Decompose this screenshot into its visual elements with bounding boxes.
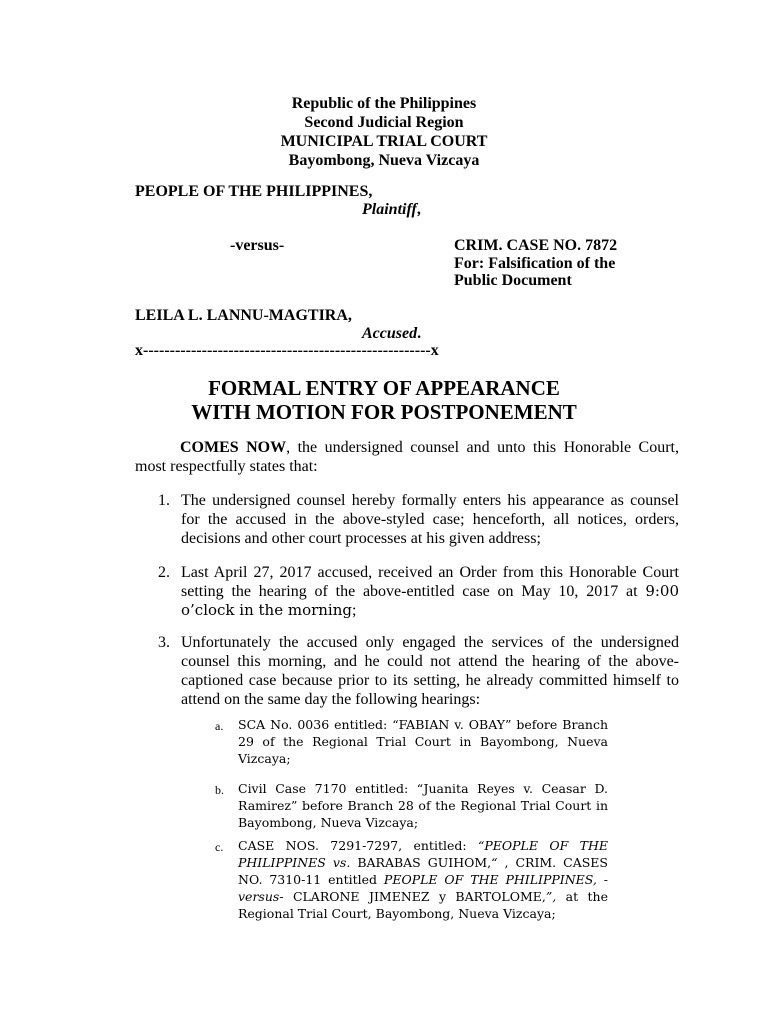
item-2-end: ;	[352, 602, 357, 619]
subitem-c-italic1: “PEOPLE OF THE PHILIPPINES vs.	[238, 838, 609, 870]
case-for-line1: For: Falsification of the	[454, 255, 616, 272]
plaintiff-role: Plaintiff	[362, 201, 417, 218]
subitem-c-italic3: PEOPLE OF THE PHILIPPINES, -versus-	[238, 872, 608, 904]
intro-paragraph	[135, 438, 679, 476]
subitem-c-part5: at the Regional Trial Court, Bayombong, Nueva Vizcaya;	[238, 889, 608, 921]
accused-role-line: Accused.	[362, 325, 422, 342]
case-for-line2: Public Document	[454, 272, 572, 289]
caption-separator: x------------------------------------------------------x	[135, 342, 439, 359]
accused-name: LEILA L. LANNU-MAGTIRA,	[135, 307, 352, 324]
plaintiff-role-line: Plaintiff,	[362, 201, 421, 218]
subitem-c-part3: , CRIM. CASES NO. 7310-11 entitled	[238, 855, 608, 887]
header-location: Bayombong, Nueva Vizcaya	[288, 152, 480, 169]
item-3-number: 3.	[158, 634, 170, 651]
header-republic: Republic of the Philippines	[291, 95, 477, 112]
item-2-paragraph	[181, 563, 679, 620]
subitem-c-letter: c.	[215, 840, 224, 854]
item-3-text: Unfortunately the accused only engaged the services of the undersigned counsel this morning, and he could not attend the hearing of the above-captioned case because prior to its setting, he already committed himself to attend on the same day the following hearings:	[181, 634, 679, 708]
header-court: MUNICIPAL TRIAL COURT	[280, 133, 488, 150]
title-line1: FORMAL ENTRY OF APPEARANCE	[208, 376, 560, 400]
subitem-b-letter: b.	[215, 783, 224, 797]
subitem-a-letter: a.	[215, 719, 224, 733]
intro-lead: COMES NOW	[180, 439, 287, 456]
item-2-time: 9:00 o’clock in the morning	[181, 582, 680, 619]
subitem-c-paragraph	[238, 837, 608, 922]
subitem-b-text: Civil Case 7170 entitled: “Juanita Reyes v. Ceasar D. Ramirez” before Branch 28 of the Regional Trial Court in Bayombong, Nueva Vizcaya;	[238, 781, 608, 830]
subitem-c-part4: CLARONE JIMENEZ y BARTOLOME,	[283, 889, 546, 904]
item-2-number: 2.	[158, 564, 170, 581]
subitem-c-italic2: “	[491, 855, 498, 870]
item-1-number: 1.	[158, 492, 170, 509]
versus-label: -versus-	[230, 237, 285, 254]
subitem-c-part2: BARABAS GUIHOM,	[350, 855, 492, 870]
item-2-text: Last April 27, 2017 accused, received an Order from this Honorable Court setting the hearing of the above-entitled case on May 10, 2017 at	[181, 564, 679, 600]
case-number: CRIM. CASE NO. 7872	[454, 237, 618, 254]
subitem-a-text: SCA No. 0036 entitled: “FABIAN v. OBAY” before Branch 29 of the Regional Trial Court in Bayombong, Nueva Vizcaya;	[238, 717, 608, 766]
accused-role: Accused	[362, 325, 418, 342]
subitem-c-italic4: ”,	[545, 889, 557, 904]
court-header	[0, 94, 768, 170]
plaintiff-name: PEOPLE OF THE PHILIPPINES,	[135, 183, 373, 200]
intro-rest: , the undersigned counsel and unto this Honorable Court, most respectfully states that:	[135, 439, 680, 475]
document-title	[0, 376, 768, 424]
item-1-text: The undersigned counsel hereby formally enters his appearance as counsel for the accused in the above-styled case; henceforth, all notices, orders, decisions and other court processes at his given address;	[181, 492, 679, 547]
title-line2: WITH MOTION FOR POSTPONEMENT	[191, 400, 577, 424]
subitem-c-part1: CASE NOS. 7291-7297, entitled:	[238, 838, 478, 853]
header-region: Second Judicial Region	[304, 114, 464, 131]
